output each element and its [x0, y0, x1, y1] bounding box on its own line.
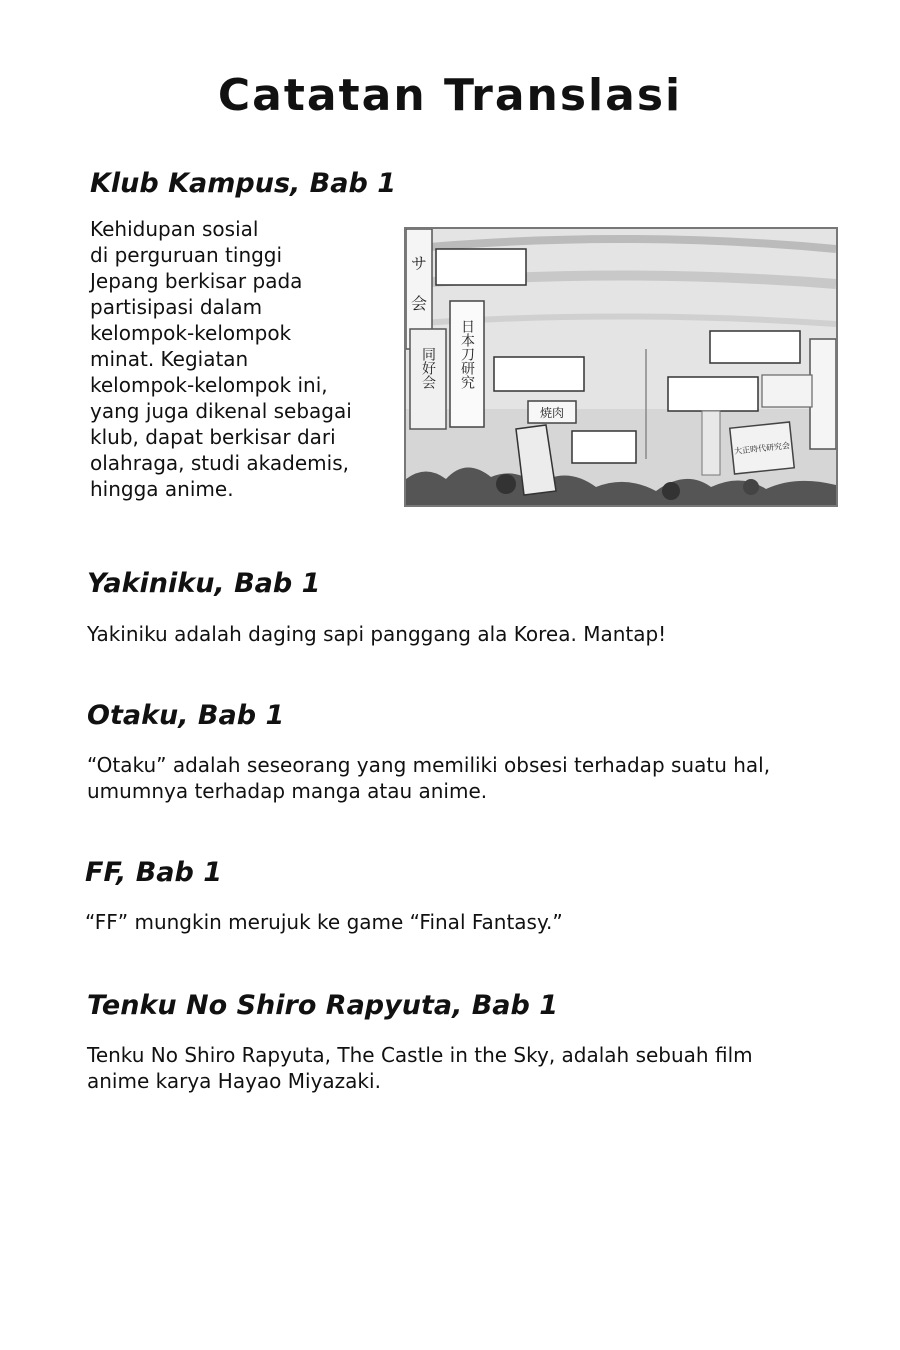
sign-text: 日本刀研究 — [459, 319, 475, 389]
note-line: hingga anime. — [90, 477, 234, 501]
note-line: Tenku No Shiro Rapyuta, The Castle in the Sky, adalah sebuah film — [87, 1043, 753, 1067]
note-line: Yakiniku adalah daging sapi panggang ala Korea. Mantap! — [87, 622, 667, 646]
note-heading-ff: FF, Bab 1 — [85, 857, 223, 888]
note-heading-yakiniku: Yakiniku, Bab 1 — [87, 568, 321, 599]
manga-panel-illustration — [404, 227, 838, 507]
note-body-otaku — [87, 752, 857, 804]
note-line: umumnya terhadap manga atau anime. — [87, 779, 488, 803]
note-line: di perguruan tinggi — [90, 243, 283, 267]
note-line: olahraga, studi akademis, — [90, 451, 349, 475]
note-line: yang juga dikenal sebagai — [90, 399, 352, 423]
note-heading-club: Klub Kampus, Bab 1 — [90, 168, 396, 199]
svg-text:サ: サ — [410, 254, 428, 273]
note-line: partisipasi dalam — [90, 295, 263, 319]
note-line: “Otaku” adalah seseorang yang memiliki obsesi terhadap suatu hal, — [87, 753, 771, 777]
note-line: “FF” mungkin merujuk ke game “Final Fantasy.” — [85, 910, 563, 934]
note-body-rapyuta — [87, 1042, 857, 1094]
note-line: kelompok-kelompok — [90, 321, 292, 345]
note-body-club — [90, 216, 390, 502]
note-line: klub, dapat berkisar dari — [90, 425, 336, 449]
svg-text:会: 会 — [410, 294, 428, 313]
sign-text: 大正時代研究会 — [733, 441, 791, 456]
note-line: Kehidupan sosial — [90, 217, 259, 241]
note-body-ff — [85, 909, 855, 935]
note-line: Jepang berkisar pada — [90, 269, 303, 293]
note-heading-rapyuta: Tenku No Shiro Rapyuta, Bab 1 — [87, 990, 559, 1021]
page-title: Catatan Translasi — [217, 70, 683, 121]
sign-text: 焼肉 — [539, 406, 565, 420]
note-line: anime karya Hayao Miyazaki. — [87, 1069, 381, 1093]
note-line: minat. Kegiatan — [90, 347, 249, 371]
note-heading-otaku: Otaku, Bab 1 — [87, 700, 285, 731]
note-line: kelompok-kelompok ini, — [90, 373, 328, 397]
note-body-yakiniku — [87, 621, 857, 647]
sign-text: 同好会 — [420, 347, 436, 389]
